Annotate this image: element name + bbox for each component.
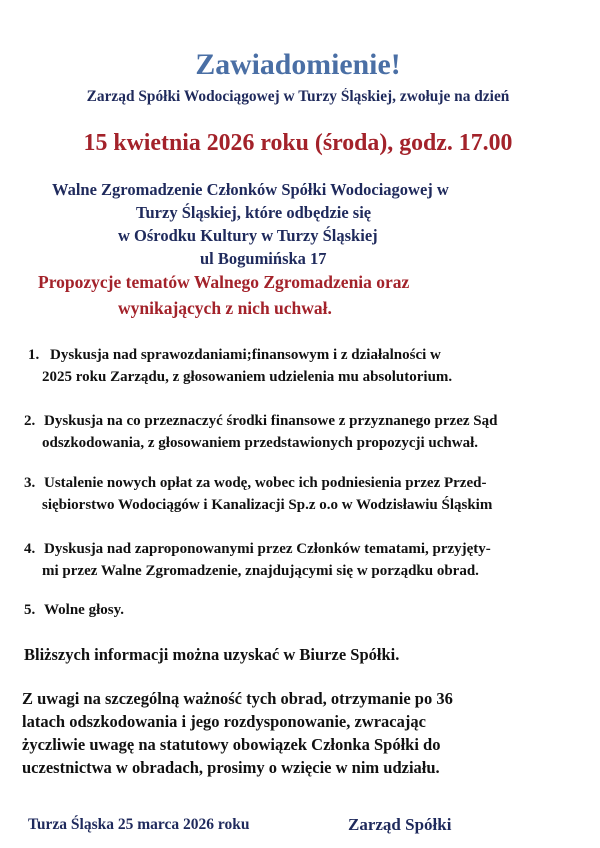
agenda-item-text: Dyskusja na co przeznaczyć środki finansowe z przyznanego przez Sąd — [44, 413, 498, 429]
agenda-item-number: 3. — [24, 475, 36, 491]
agenda-item-text: odszkodowania, z głosowaniem przedstawionych propozycji uchwał. — [42, 435, 478, 451]
meeting-line-2: Turzy Śląskiej, które odbędzie się — [136, 203, 372, 222]
place-and-date: Turza Śląska 25 marca 2026 roku — [28, 816, 250, 833]
agenda-item-text: siębiorstwo Wodociągów i Kanalizacji Sp.z o.o w Wodzisławiu Śląskim — [42, 497, 493, 513]
signature: Zarząd Spółki — [348, 815, 452, 834]
meeting-address: ul Bogumińska 17 — [200, 249, 327, 268]
meeting-line-3: w Ośrodku Kultury w Turzy Śląskiej — [118, 226, 378, 245]
proposals-heading-line-2: wynikających z nich uchwał. — [118, 298, 332, 318]
page-title: Zawiadomienie! — [195, 48, 401, 81]
agenda-item-number: 4. — [24, 541, 36, 557]
agenda-item-text: Dyskusja nad sprawozdaniami;finansowym i z działalności w — [50, 347, 441, 363]
agenda-item-number: 5. — [24, 602, 36, 618]
agenda-item-text: Ustalenie nowych opłat za wodę, wobec ich podniesienia przez Przed- — [44, 475, 487, 491]
notice-line: Z uwagi na szczególną ważność tych obrad, otrzymanie po 36 — [22, 689, 453, 708]
notice-line: życzliwie uwagę na statutowy obowiązek Członka Spółki do — [22, 735, 441, 754]
agenda-item-text: 2025 roku Zarządu, z głosowaniem udzielenia mu absolutorium. — [42, 369, 453, 385]
agenda-item-text: mi przez Walne Zgromadzenie, znajdującymi się w porządku obrad. — [42, 563, 479, 579]
agenda-item-text: Dyskusja nad zaproponowanymi przez Członków tematami, przyjęty- — [44, 541, 491, 557]
convening-statement: Zarząd Spółki Wodociągowej w Turzy Śląskiej, zwołuje na dzień — [86, 88, 510, 105]
proposals-heading-line-1: Propozycje tematów Walnego Zgromadzenia oraz — [38, 272, 410, 292]
agenda-item-number: 2. — [24, 413, 36, 429]
agenda-item-number: 1. — [28, 347, 40, 363]
agenda-item-text: Wolne głosy. — [44, 602, 125, 618]
meeting-date: 15 kwietnia 2026 roku (środa), godz. 17.00 — [83, 130, 513, 156]
notice-line: uczestnictwa w obradach, prosimy o wzięcie w nim udziału. — [22, 758, 440, 777]
notice-line: latach odszkodowania i jego rozdysponowanie, zwracając — [22, 712, 426, 731]
info-note: Bliższych informacji można uzyskać w Biurze Spółki. — [24, 645, 400, 664]
meeting-line-1: Walne Zgromadzenie Członków Spółki Wodociagowej w — [52, 180, 449, 199]
